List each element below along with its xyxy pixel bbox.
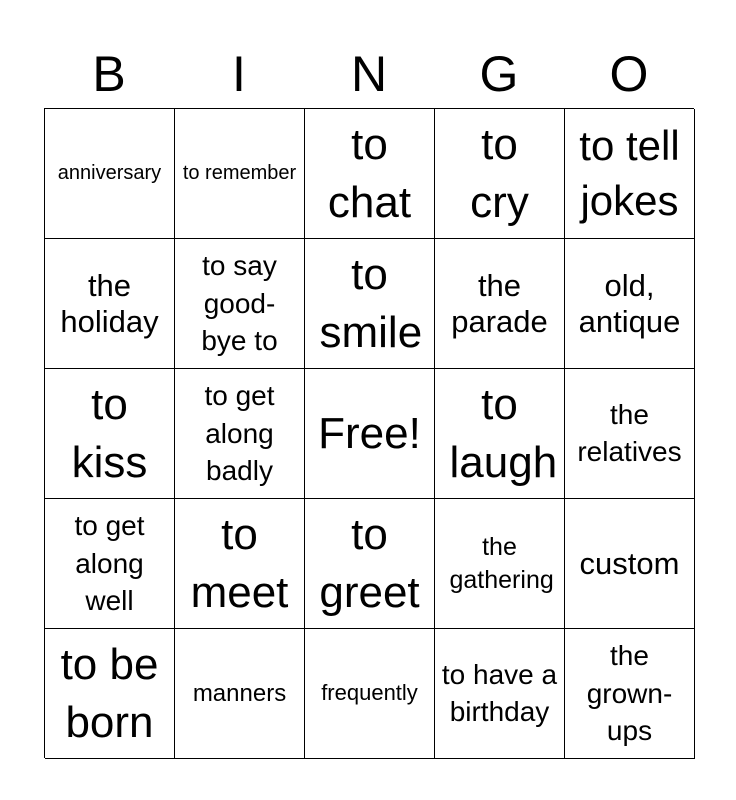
bingo-cell[interactable] bbox=[435, 499, 565, 629]
bingo-cell[interactable] bbox=[565, 629, 695, 759]
bingo-cell[interactable] bbox=[305, 239, 435, 369]
header-letter-g: G bbox=[479, 46, 519, 102]
free-space-cell[interactable] bbox=[305, 369, 435, 499]
bingo-cell[interactable] bbox=[565, 239, 695, 369]
bingo-cell[interactable] bbox=[175, 239, 305, 369]
cell-text: old, antique bbox=[578, 268, 681, 339]
cell-text: to meet bbox=[190, 510, 289, 617]
bingo-cell[interactable] bbox=[565, 499, 695, 629]
cell-text: anniversary bbox=[57, 162, 162, 185]
cell-text: to smile bbox=[319, 250, 423, 357]
bingo-cell[interactable] bbox=[435, 109, 565, 239]
bingo-board bbox=[44, 108, 694, 758]
bingo-cell[interactable] bbox=[305, 499, 435, 629]
cell-text: to be born bbox=[60, 640, 159, 747]
bingo-cell[interactable] bbox=[565, 109, 695, 239]
cell-text: to say good-bye to bbox=[201, 249, 278, 357]
cell-text: to chat bbox=[327, 120, 412, 227]
cell-text: to have a birthday bbox=[441, 659, 558, 727]
bingo-header bbox=[44, 40, 694, 108]
cell-text: frequently bbox=[321, 680, 418, 706]
header-letter-n: N bbox=[350, 46, 388, 102]
free-space-text: Free! bbox=[318, 408, 421, 458]
cell-text: to laugh bbox=[449, 380, 558, 487]
bingo-cell[interactable] bbox=[175, 499, 305, 629]
cell-text: custom bbox=[579, 545, 680, 581]
bingo-cell[interactable] bbox=[435, 629, 565, 759]
bingo-cell[interactable] bbox=[45, 239, 175, 369]
bingo-cell[interactable] bbox=[45, 499, 175, 629]
bingo-cell[interactable] bbox=[175, 369, 305, 499]
bingo-cell[interactable] bbox=[45, 109, 175, 239]
cell-text: to remember bbox=[182, 162, 297, 185]
header-letter-o: O bbox=[609, 46, 649, 102]
bingo-cell[interactable] bbox=[305, 629, 435, 759]
bingo-cell[interactable] bbox=[565, 369, 695, 499]
cell-text: to greet bbox=[319, 510, 420, 617]
cell-text: the holiday bbox=[60, 268, 159, 339]
bingo-cell[interactable] bbox=[45, 629, 175, 759]
cell-text: the gathering bbox=[449, 533, 554, 594]
bingo-cell[interactable] bbox=[305, 109, 435, 239]
cell-text: to get along well bbox=[74, 509, 145, 617]
header-letter-i: I bbox=[232, 46, 246, 102]
bingo-cell[interactable] bbox=[175, 109, 305, 239]
cell-text: to cry bbox=[470, 120, 529, 227]
bingo-cell[interactable] bbox=[435, 239, 565, 369]
cell-text: to tell jokes bbox=[579, 121, 680, 224]
bingo-cell[interactable] bbox=[435, 369, 565, 499]
header-letter-b: B bbox=[92, 46, 126, 102]
cell-text: the relatives bbox=[577, 399, 682, 467]
cell-text: to kiss bbox=[71, 380, 148, 487]
cell-text: manners bbox=[192, 679, 287, 707]
cell-text: the grown-ups bbox=[586, 639, 673, 747]
bingo-cell[interactable] bbox=[45, 369, 175, 499]
cell-text: to get along badly bbox=[204, 379, 275, 487]
cell-text: the parade bbox=[451, 268, 548, 339]
bingo-cell[interactable] bbox=[175, 629, 305, 759]
